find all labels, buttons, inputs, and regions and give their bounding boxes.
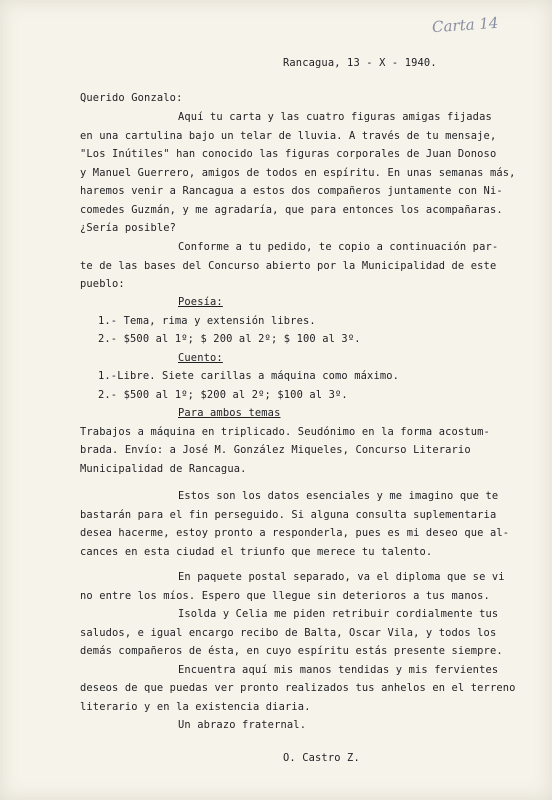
ambos-heading: Para ambos temas bbox=[178, 407, 281, 419]
text-line: literario y en la existencia diaria. bbox=[80, 701, 311, 713]
text-line: no entre los míos. Espero que llegue sin deterioros a tus manos. bbox=[80, 590, 490, 602]
text-line: desea hacerme, estoy pronto a responderla, pues es mi deseo que al- bbox=[80, 527, 510, 539]
list-item: 1.-Libre. Siete carillas a máquina como máximo. bbox=[98, 370, 400, 382]
text-line: "Los Inútiles" han conocido las figuras corporales de Juan Donoso bbox=[80, 148, 497, 160]
handwritten-annotation: Carta 14 bbox=[431, 13, 499, 37]
poesia-heading: Poesía: bbox=[178, 296, 223, 308]
text-line: Trabajos a máquina en triplicado. Seudónimo en la forma acostum- bbox=[80, 426, 490, 438]
list-item: 2.- $500 al 1º; $200 al 2º; $100 al 3º. bbox=[98, 389, 348, 401]
text-line: en una cartulina bajo un telar de lluvia. A través de tu mensaje, bbox=[80, 130, 497, 142]
text-line: pueblo: bbox=[80, 278, 125, 290]
text-line: En paquete postal separado, va el diploma que se vi bbox=[178, 571, 505, 583]
text-line: Encuentra aquí mis manos tendidas y mis fervientes bbox=[178, 664, 499, 676]
text-line: bastarán para el fin perseguido. Si alguna consulta suplementaria bbox=[80, 509, 497, 521]
text-line: saludos, e igual encargo recibo de Balta, Oscar Vila, y todos los bbox=[80, 627, 497, 639]
text-line: Isolda y Celia me piden retribuir cordialmente tus bbox=[178, 608, 499, 620]
list-item: 1.- Tema, rima y extensión libres. bbox=[98, 315, 316, 327]
place-date: Rancagua, 13 - X - 1940. bbox=[283, 57, 437, 69]
text-line: te de las bases del Concurso abierto por la Municipalidad de este bbox=[80, 260, 497, 272]
text-line: Municipalidad de Rancagua. bbox=[80, 463, 247, 475]
text-line: brada. Envío: a José M. González Miqueles, Concurso Literario bbox=[80, 444, 471, 456]
text-line: haremos venir a Rancagua a estos dos compañeros juntamente con Ni- bbox=[80, 185, 503, 197]
cuento-heading: Cuento: bbox=[178, 352, 223, 364]
salutation: Querido Gonzalo: bbox=[80, 92, 183, 104]
text-line: deseos de que puedas ver pronto realizados tus anhelos en el terreno bbox=[80, 682, 516, 694]
text-line: demás compañeros de ésta, en cuyo espíritu estás presente siempre. bbox=[80, 645, 503, 657]
closing: Un abrazo fraternal. bbox=[178, 719, 307, 731]
text-line: Estos son los datos esenciales y me imagino que te bbox=[178, 490, 499, 502]
text-line: comedes Guzmán, y me agradaría, que para entonces los acompañaras. bbox=[80, 204, 503, 216]
signature: O. Castro Z. bbox=[283, 752, 360, 764]
text-line: Conforme a tu pedido, te copio a continuación par- bbox=[178, 241, 499, 253]
text-line: Aquí tu carta y las cuatro figuras amigas fijadas bbox=[178, 111, 492, 123]
text-line: cances en esta ciudad el triunfo que merece tu talento. bbox=[80, 546, 433, 558]
list-item: 2.- $500 al 1º; $ 200 al 2º; $ 100 al 3º. bbox=[98, 333, 361, 345]
text-line: ¿Sería posible? bbox=[80, 222, 177, 234]
text-line: y Manuel Guerrero, amigos de todos en espíritu. En unas semanas más, bbox=[80, 167, 516, 179]
